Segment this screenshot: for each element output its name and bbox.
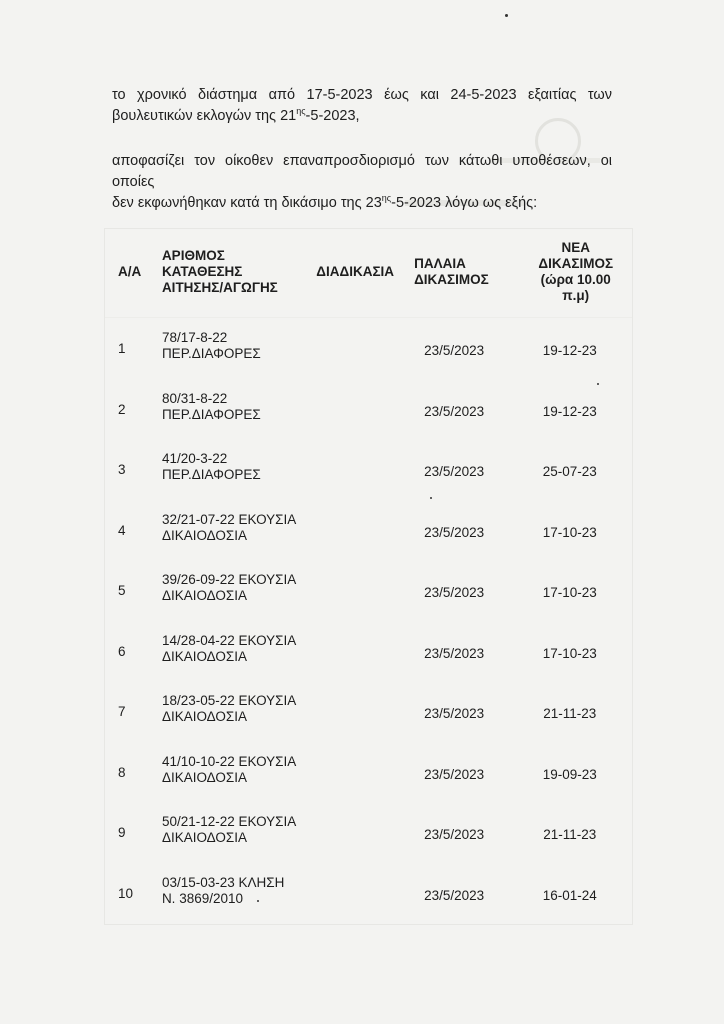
row-old-date: 23/5/2023 xyxy=(424,585,485,601)
row-old-date: 23/5/2023 xyxy=(424,343,485,359)
ordinal-superscript: ης xyxy=(381,193,392,204)
row-old-date: 23/5/2023 xyxy=(424,403,485,419)
row-filing-number xyxy=(162,800,316,861)
row-filing-number xyxy=(162,558,316,619)
table-row xyxy=(104,316,631,377)
intro-line-1: το χρονικό διάστημα από 17-5-2023 έως και 24-5-2023 εξαιτίας των xyxy=(112,87,612,103)
row-procedure xyxy=(316,558,414,619)
row-procedure xyxy=(316,498,414,559)
row-filing-number-line: 03/15-03-23 ΚΛΗΣΗ xyxy=(161,874,285,890)
row-new-date: 21-11-23 xyxy=(543,827,597,843)
row-filing-number-line: 18/23-05-22 ΕΚΟΥΣΙΑ xyxy=(161,693,297,709)
decision-line-2-text: δεν εκφωνήθηκαν κατά τη δικάσιμο της 23 xyxy=(112,195,382,211)
row-procedure xyxy=(316,377,414,438)
row-filing-number-line: ΠΕΡ.ΔΙΑΦΟΡΕΣ xyxy=(161,406,261,422)
table-row xyxy=(104,740,631,801)
row-filing-number xyxy=(162,861,316,922)
row-filing-number-line: 50/21-12-22 ΕΚΟΥΣΙΑ xyxy=(161,814,297,830)
table-row xyxy=(104,437,631,498)
intro-line-2 xyxy=(112,106,612,127)
intro-line-2-tail: -5-2023, xyxy=(305,108,360,124)
row-procedure xyxy=(316,679,414,740)
row-old-date: 23/5/2023 xyxy=(424,706,485,722)
row-filing-number-line: 41/20-3-22 xyxy=(161,451,228,467)
row-filing-number-line: ΠΕΡ.ΔΙΑΦΟΡΕΣ xyxy=(161,467,261,483)
row-aa: 7 xyxy=(118,704,126,720)
header-filing-number-line: ΚΑΤΑΘΕΣΗΣ xyxy=(161,264,243,279)
row-new-date: 19-09-23 xyxy=(542,766,597,782)
table-row xyxy=(104,800,631,861)
row-aa: 4 xyxy=(118,522,126,538)
row-old-date: 23/5/2023 xyxy=(424,645,485,661)
row-procedure xyxy=(316,437,414,498)
header-old-date-line: ΔΙΚΑΣΙΜΟΣ xyxy=(414,272,489,287)
row-procedure xyxy=(316,619,414,680)
row-filing-number-line: ΔΙΚΑΙΟΔΟΣΙΑ xyxy=(161,588,248,604)
row-filing-number xyxy=(162,316,316,377)
row-new-date: 16-01-24 xyxy=(542,887,597,903)
table-row xyxy=(104,679,631,740)
row-old-date: 23/5/2023 xyxy=(424,766,485,782)
row-filing-number-line: ΔΙΚΑΙΟΔΟΣΙΑ xyxy=(161,709,248,725)
decision-paragraph xyxy=(112,151,612,214)
ordinal-superscript: ης xyxy=(296,106,306,117)
row-filing-number-line: 78/17-8-22 xyxy=(161,330,228,346)
decision-line-1: αποφασίζει τον οίκοθεν επαναπροσδιορισμό των κάτωθι υποθέσεων, οι οποίες xyxy=(112,153,612,190)
scan-speck xyxy=(430,497,432,499)
row-procedure xyxy=(316,800,414,861)
row-old-date: 23/5/2023 xyxy=(424,464,485,480)
table-row xyxy=(104,498,631,559)
row-new-date: 19-12-23 xyxy=(542,403,597,419)
row-filing-number-line: 80/31-8-22 xyxy=(161,390,228,406)
row-procedure xyxy=(316,316,414,377)
row-filing-number-line: 14/28-04-22 ΕΚΟΥΣΙΑ xyxy=(161,632,297,648)
header-new-date-line: ΔΙΚΑΣΙΜΟΣ xyxy=(538,256,614,271)
table-row xyxy=(104,558,631,619)
row-filing-number-line: Ν. 3869/2010 xyxy=(161,890,244,906)
row-filing-number-line: ΔΙΚΑΙΟΔΟΣΙΑ xyxy=(161,527,248,543)
scan-speck xyxy=(505,14,508,17)
row-aa: 3 xyxy=(118,462,126,478)
row-filing-number-line: ΔΙΚΑΙΟΔΟΣΙΑ xyxy=(161,830,248,846)
row-new-date: 17-10-23 xyxy=(542,585,597,601)
row-aa: 1 xyxy=(118,341,126,357)
row-procedure xyxy=(316,861,414,922)
header-aa: Α/Α xyxy=(118,264,142,279)
row-aa: 6 xyxy=(118,643,126,659)
scan-speck xyxy=(257,900,259,902)
row-new-date: 21-11-23 xyxy=(543,706,597,722)
row-filing-number-line: ΔΙΚΑΙΟΔΟΣΙΑ xyxy=(161,769,248,785)
row-aa: 9 xyxy=(118,825,126,841)
row-procedure xyxy=(316,740,414,801)
scan-speck xyxy=(597,383,599,385)
header-filing-number-line: ΑΙΤΗΣΗΣ/ΑΓΩΓΗΣ xyxy=(161,280,278,295)
row-old-date: 23/5/2023 xyxy=(424,827,485,843)
header-new-date-line: π.μ) xyxy=(562,288,590,303)
table-header-row xyxy=(104,228,631,316)
row-old-date: 23/5/2023 xyxy=(424,524,485,540)
table-row xyxy=(104,861,631,922)
row-filing-number-line: 41/10-10-22 ΕΚΟΥΣΙΑ xyxy=(161,753,297,769)
row-new-date: 19-12-23 xyxy=(542,343,597,359)
row-new-date: 17-10-23 xyxy=(542,645,597,661)
intro-paragraph xyxy=(112,85,612,127)
decision-line-2-tail: -5-2023 λόγω ως εξής: xyxy=(391,195,538,211)
row-filing-number-line: 39/26-09-22 ΕΚΟΥΣΙΑ xyxy=(161,572,297,588)
decision-line-2 xyxy=(112,193,612,214)
header-old-date-line: ΠΑΛΑΙΑ xyxy=(414,256,466,271)
header-new-date xyxy=(520,228,631,316)
header-new-date-line: ΝΕΑ xyxy=(561,240,590,255)
row-aa: 5 xyxy=(118,583,126,599)
row-filing-number xyxy=(162,679,316,740)
header-filing-number-line: ΑΡΙΘΜΟΣ xyxy=(161,248,225,263)
header-old-date xyxy=(414,228,520,316)
row-filing-number xyxy=(162,377,316,438)
row-filing-number xyxy=(162,437,316,498)
intro-line-2-text: βουλευτικών εκλογών της 21 xyxy=(112,108,297,124)
cases-table xyxy=(104,228,631,921)
table-row xyxy=(104,377,631,438)
header-filing-number xyxy=(162,228,316,316)
row-new-date: 25-07-23 xyxy=(542,464,597,480)
row-filing-number-line: ΔΙΚΑΙΟΔΟΣΙΑ xyxy=(161,648,248,664)
table-row xyxy=(104,619,631,680)
row-filing-number xyxy=(162,740,316,801)
row-filing-number xyxy=(162,619,316,680)
row-filing-number-line: 32/21-07-22 ΕΚΟΥΣΙΑ xyxy=(161,511,297,527)
row-old-date: 23/5/2023 xyxy=(424,887,485,903)
table-body xyxy=(104,316,631,921)
row-aa: 8 xyxy=(118,764,126,780)
row-filing-number xyxy=(162,498,316,559)
header-procedure: ΔΙΑΔΙΚΑΣΙΑ xyxy=(316,264,395,279)
header-new-date-line: (ώρα 10.00 xyxy=(540,272,611,287)
row-filing-number-line: ΠΕΡ.ΔΙΑΦΟΡΕΣ xyxy=(161,346,261,362)
row-new-date: 17-10-23 xyxy=(542,524,597,540)
row-aa: 2 xyxy=(118,401,126,417)
row-aa: 10 xyxy=(118,885,134,901)
